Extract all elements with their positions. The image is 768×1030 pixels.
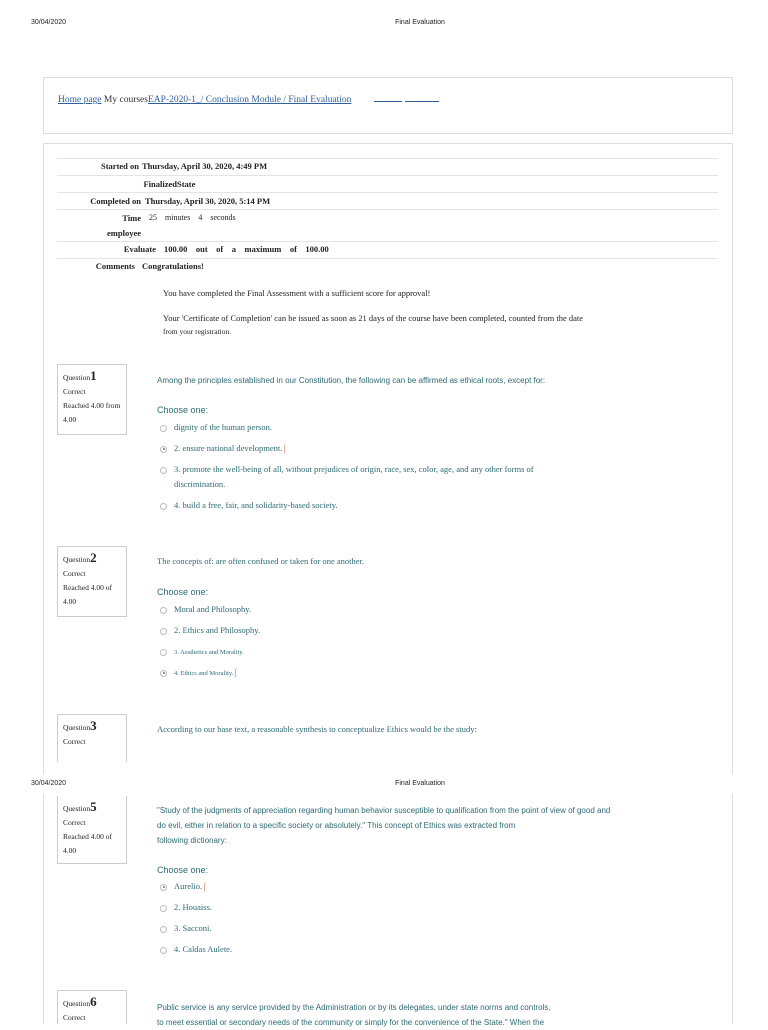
question-status: Correct	[63, 569, 86, 578]
choose-one-label: Choose one:	[157, 865, 209, 875]
summary-divider	[57, 192, 718, 193]
feedback-approval: You have completed the Final Assessment with a sufficient score for approval!	[163, 288, 431, 298]
print-title: Final Evaluation	[395, 780, 445, 787]
choose-one-label: Choose one:	[157, 405, 209, 415]
summary-divider	[57, 241, 718, 242]
answer-option[interactable]: dignity of the human person.	[160, 420, 640, 435]
radio-button[interactable]	[160, 628, 167, 635]
breadcrumb-panel	[43, 77, 733, 134]
question-info-1: Question1 Correct Reached 4.00 from 4.00	[57, 364, 127, 435]
breadcrumb-path-link[interactable]: _/ Conclusion Module / Final Evaluation	[196, 95, 352, 105]
question-status: Correct	[63, 387, 86, 396]
print-title: Final Evaluation	[395, 19, 445, 26]
page-header	[0, 19, 768, 33]
radio-button[interactable]	[160, 905, 167, 912]
check-icon: ⌠	[202, 882, 207, 891]
breadcrumb	[58, 95, 439, 105]
question-grade: Reached 4.00 from 4.00	[63, 401, 121, 424]
question-number: 1	[90, 368, 97, 383]
question-text-6-line2: to meet essential or secondary needs of the community or simply for the convenience of the State." When the	[157, 1018, 545, 1027]
radio-button-selected[interactable]	[160, 446, 167, 453]
feedback-registration: from your registration.	[163, 327, 232, 336]
check-icon: ⌠	[282, 444, 288, 453]
answer-option[interactable]: 2. Ethics and Philosophy.	[160, 623, 640, 638]
question-number: 6	[90, 994, 97, 1009]
question-text-5-line3: following dictionary:	[157, 836, 227, 845]
summary-divider	[57, 209, 718, 210]
summary-divider	[57, 175, 718, 176]
question-info-2: Question2 Correct Reached 4.00 of 4.00	[57, 546, 127, 617]
question-grade: Reached 4.00 of 4.00	[63, 583, 112, 606]
print-date: 30/04/2020	[31, 19, 67, 26]
answer-option[interactable]: 3. promote the well-being of all, without prejudices of origin, race, sex, color, age, and any other forms of	[160, 462, 640, 477]
question-status: Correct	[63, 737, 86, 746]
question-info-5: Question5 Correct Reached 4.00 of 4.00	[57, 796, 127, 864]
answer-option[interactable]: Moral and Philosophy.	[160, 602, 640, 617]
answer-option[interactable]: 2. Houaiss.	[160, 900, 640, 915]
question-status: Correct	[63, 1013, 86, 1022]
breadcrumb-course-link[interactable]: EAP-2020-1	[147, 95, 197, 105]
summary-divider	[57, 258, 718, 259]
radio-button[interactable]	[160, 425, 167, 432]
answer-option[interactable]: 4. Caldas Aulete.	[160, 942, 640, 957]
feedback-certificate: Your 'Certificate of Completion' can be issued as soon as 21 days of the course have been completed, counted from the date	[163, 313, 583, 323]
check-icon: ⌠	[233, 668, 239, 677]
radio-button[interactable]	[160, 649, 167, 656]
answer-option[interactable]: Aurelio.⌠	[160, 879, 640, 894]
summary-divider	[57, 158, 718, 159]
question-text-6-line1: Public service is any service provided by the Administration or by its delegates, under state norms and controls,	[157, 1003, 551, 1012]
radio-button-selected[interactable]	[160, 884, 167, 891]
question-info-3: Question3 Correct	[57, 714, 127, 762]
question-status: Correct	[63, 818, 86, 827]
question-number: 2	[90, 550, 97, 565]
choose-one-label: Choose one:	[157, 587, 209, 597]
question-text-2: The concepts of: are often confused or taken for one another.	[157, 556, 364, 566]
question-info-6: Question6 Correct	[57, 990, 127, 1024]
answer-option[interactable]: 2. ensure national development.⌠	[160, 441, 640, 456]
print-date: 30/04/2020	[31, 780, 67, 787]
breadcrumb-my-courses[interactable]: My courses	[103, 95, 148, 105]
radio-button-selected[interactable]	[160, 670, 167, 677]
question-text-1: Among the principles established in our Constitution, the following can be affirmed as ethical roots, except for:	[157, 376, 546, 385]
answer-option-continued: discrimination.	[174, 479, 226, 489]
breadcrumb-home-link[interactable]: Home page	[58, 95, 102, 105]
question-text-3: According to our base text, a reasonable synthesis to conceptualize Ethics would be the study:	[157, 724, 477, 734]
question-text-5-line1: "Study of the judgments of appreciation regarding human behavior susceptible to qualification from the point of view of good and	[157, 806, 611, 815]
answer-option[interactable]: 3. Sacconi.	[160, 921, 640, 936]
question-number: 3	[90, 718, 97, 733]
answer-option[interactable]: 4. Ethics and Morality.⌠	[160, 665, 640, 681]
question-grade: Reached 4.00 of 4.00	[63, 832, 112, 855]
radio-button[interactable]	[160, 607, 167, 614]
radio-button[interactable]	[160, 467, 167, 474]
question-text-5-line2: do evil, either in relation to a specific society or absolutely." This concept of Ethics was extracted from	[157, 821, 516, 830]
answer-option[interactable]: 4. build a free, fair, and solidarity-based society.	[160, 498, 640, 513]
page-header-2	[0, 780, 768, 794]
answer-option[interactable]: 3. Aesthetics and Morality.	[160, 644, 640, 660]
radio-button[interactable]	[160, 503, 167, 510]
question-number: 5	[90, 799, 97, 814]
radio-button[interactable]	[160, 926, 167, 933]
radio-button[interactable]	[160, 947, 167, 954]
